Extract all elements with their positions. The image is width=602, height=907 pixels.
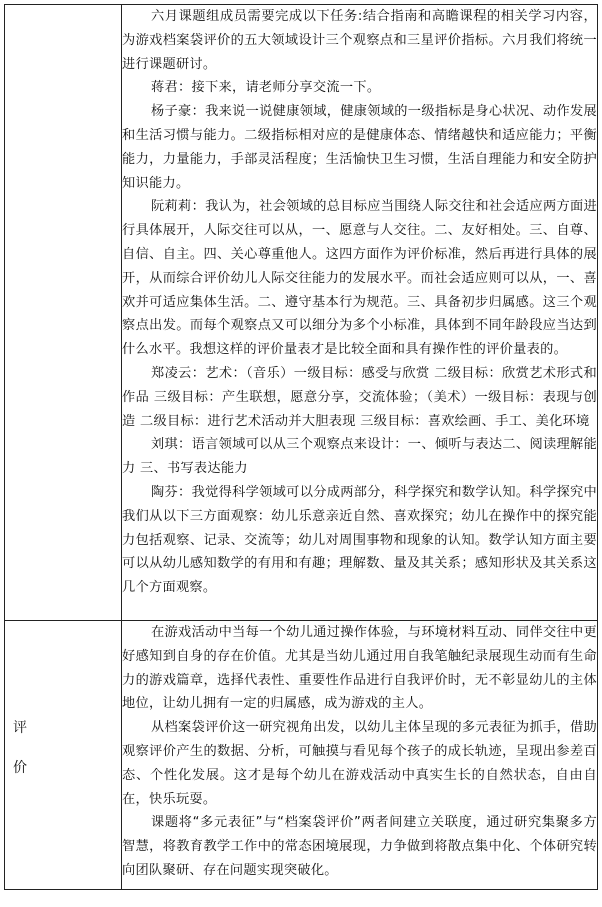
paragraph-evaluation-3: 课题将“多元表征”与“档案袋评价”两者间建立关联度，通过研究集聚多方智慧，将教育教学工作中的常态困境展现，力争做到将散点集中化、个体研究转向团队聚研、存在问题实现突破化。: [122, 815, 597, 878]
record-table: [4, 4, 598, 890]
evaluation-content-cell: [122, 621, 598, 890]
paragraph-zhenglingyun: 郑凌云：艺术：（音乐）一级目标：感受与欣赏 二级目标：欣赏艺术形式和作品 三级目标：产生联想，愿意分享，交流体验；（美术）一级目标：表现与创造 二级目标：进行艺术活动并大胆表现 三级目标：喜欢绘画、手工、美化环境: [122, 365, 597, 429]
discussion-label-cell: [5, 5, 122, 621]
paragraph-liuqi: 刘琪：语言领域可以从三个观察点来设计：一、倾听与表达二、阅读理解能力 三、书写表达能力: [122, 437, 597, 477]
paragraph-yangzihao: 杨子豪：我来说一说健康领域，健康领域的一级指标是身心状况、动作发展和生活习惯与能力。二级指标相对应的是健康体态、情绪越快和适应能力；平衡能力，力量能力，手部灵活程度；生活愉快卫生习惯，生活自理能力和安全防护知识能力。: [122, 104, 597, 191]
paragraph-ruanlili: 阮莉莉：我认为，社会领域的总目标应当围绕人际交往和社会适应两方面进行具体展开，人际交往可以从，一、愿意与人交往。二、友好相处。三、自尊、自信、自主。四、关心尊重他人。这四方面作为评价标准，然后再进行具体的展开，从而综合评价幼儿人际交往能力的发展水平。而社会适应则可以从，一、喜欢并可适应集体生活。二、遵守基本行为规范。三、具备初步归属感。这三个观察点出发。而每个观察点又可以细分为多个小标准，具体到不同年龄段应当达到什么水平。我想这样的评价量表才是比较全面和具有操作性的评价量表的。: [122, 199, 597, 358]
evaluation-label-cell: [5, 621, 122, 890]
table-row-evaluation: [5, 621, 598, 890]
evaluation-label-char-2: 价: [13, 760, 27, 776]
paragraph-evaluation-2: 从档案袋评价这一研究视角出发，以幼儿主体呈现的多元表征为抓手，借助观察评价产生的数据、分析，可触摸与看见每个孩子的成长轨迹，呈现出参差百态、个性化发展。这才是每个幼儿在游戏活动中真实生长的自然状态，自由自在，快乐玩耍。: [122, 720, 597, 807]
paragraph-evaluation-1: 在游戏活动中当每一个幼儿通过操作体验，与环境材料互动、同伴交往中更好感知到自身的存在价值。尤其是当幼儿通过用自我笔触纪录展现生动而有生命力的游戏篇章，选择代表性、重要性作品进行自我评价时，无不彰显幼儿的主体地位，让幼儿拥有一定的归属感，成为游戏的主人。: [122, 625, 597, 712]
table-row-discussion: [5, 5, 598, 621]
paragraph-task: 六月课题组成员需要完成以下任务:结合指南和高瞻课程的相关学习内容，为游戏档案袋评价的五大领域设计三个观察点和三星评价指标。六月我们将统一进行课题研讨。: [122, 9, 597, 72]
paragraph-taofen: 陶芬：我觉得科学领域可以分成两部分，科学探究和数学认知。科学探究中我们从以下三方面观察：幼儿乐意亲近自然、喜欢探究；幼儿在操作中的探究能力包括观察、记录、交流等；幼儿对周围事物和现象的认知。数学认知方面主要可以从幼儿感知数学的有用和有趣；理解数、量及其关系；感知形状及其关系这几个方面观察。: [122, 484, 597, 596]
discussion-content-cell: [122, 5, 598, 621]
evaluation-label-char-1: 评: [13, 720, 27, 736]
paragraph-jiangjun: 蒋君：接下来，请老师分享交流一下。: [151, 80, 381, 96]
evaluation-label: [5, 621, 121, 889]
